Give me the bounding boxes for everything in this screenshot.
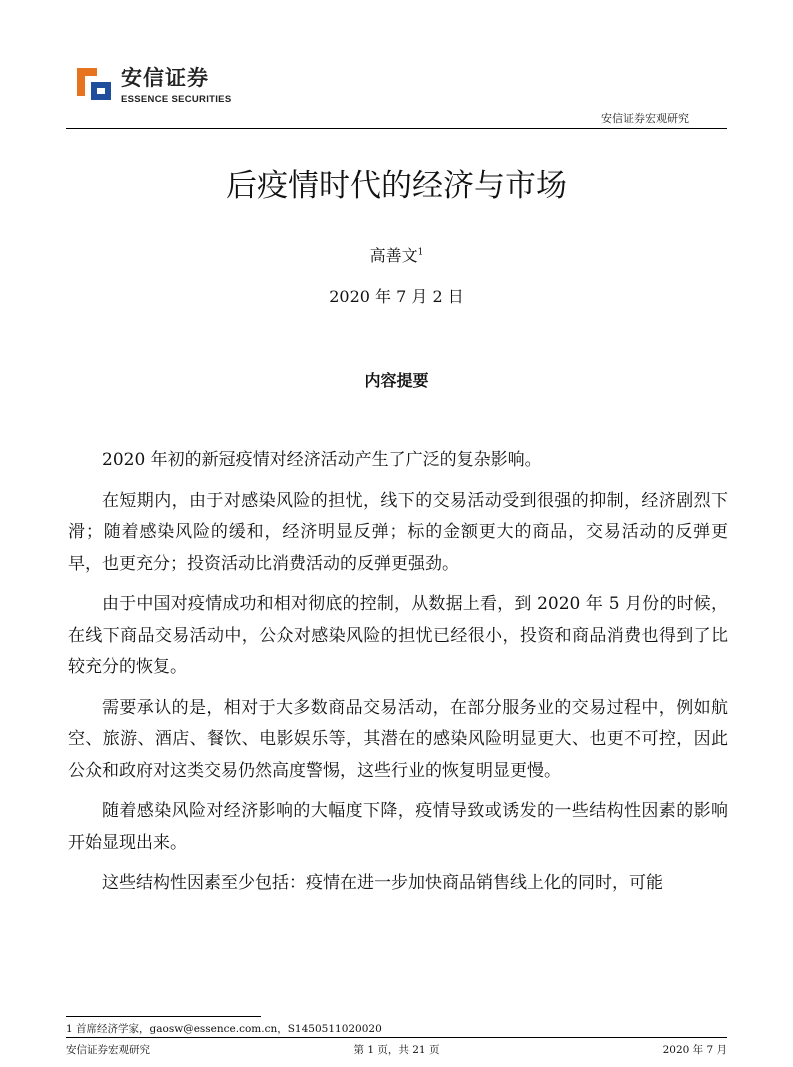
paragraph: 2020 年初的新冠疫情对经济活动产生了广泛的复杂影响。 <box>102 450 542 470</box>
essence-logo-icon <box>77 64 113 100</box>
footnote-divider <box>66 1016 261 1017</box>
logo-name-cn: 安信证券 <box>121 66 209 90</box>
company-logo <box>77 64 232 108</box>
author-line <box>0 243 793 266</box>
document-title: 后疫情时代的经济与市场 <box>226 168 567 204</box>
abstract-body <box>68 445 728 909</box>
author-name: 高善文 <box>369 246 418 265</box>
paragraph: 由于中国对疫情成功和相对彻底的控制，从数据上看，到 2020 年 5 月份的时候，在线下商品交易活动中，公众对感染风险的担忧已经很小，投资和商品消费也得到了比较充分的恢复。 <box>68 594 728 677</box>
logo-name-en: ESSENCE SECURITIES <box>121 94 232 105</box>
page-number: 第 1 页，共 21 页 <box>353 1044 440 1056</box>
paragraph: 在短期内，由于对感染风险的担忧，线下的交易活动受到很强的抑制，经济剧烈下滑；随着感染风险的缓和，经济明显反弹；标的金额更大的商品，交易活动的反弹更早，也更充分；投资活动比消费活动的反弹更强劲。 <box>68 490 728 574</box>
publish-date: 2020 年 7 月 2 日 <box>329 287 464 306</box>
paragraph: 随着感染风险对经济影响的大幅度下降，疫情导致或诱发的一些结构性因素的影响开始显现出来。 <box>68 801 728 853</box>
footnote: 1 首席经济学家，gaosw@essence.com.cn，S1450511020020 <box>66 1023 382 1035</box>
paragraph: 这些结构性因素至少包括：疫情在进一步加快商品销售线上化的同时，可能 <box>102 873 663 893</box>
header-series: 安信证券宏观研究 <box>601 112 689 125</box>
footer-series: 安信证券宏观研究 <box>66 1044 150 1056</box>
footer-divider <box>66 1037 727 1038</box>
abstract-heading: 内容提要 <box>364 371 429 390</box>
footer-date: 2020 年 7 月 <box>662 1044 727 1056</box>
paragraph: 需要承认的是，相对于大多数商品交易活动，在部分服务业的交易过程中，例如航空、旅游、酒店、餐饮、电影娱乐等，其潜在的感染风险明显更大、也更不可控，因此公众和政府对这类交易仍然高度警惕，这些行业的恢复明显更慢。 <box>68 697 728 781</box>
author-footnote-mark: 1 <box>417 247 424 258</box>
header-divider <box>66 128 727 129</box>
